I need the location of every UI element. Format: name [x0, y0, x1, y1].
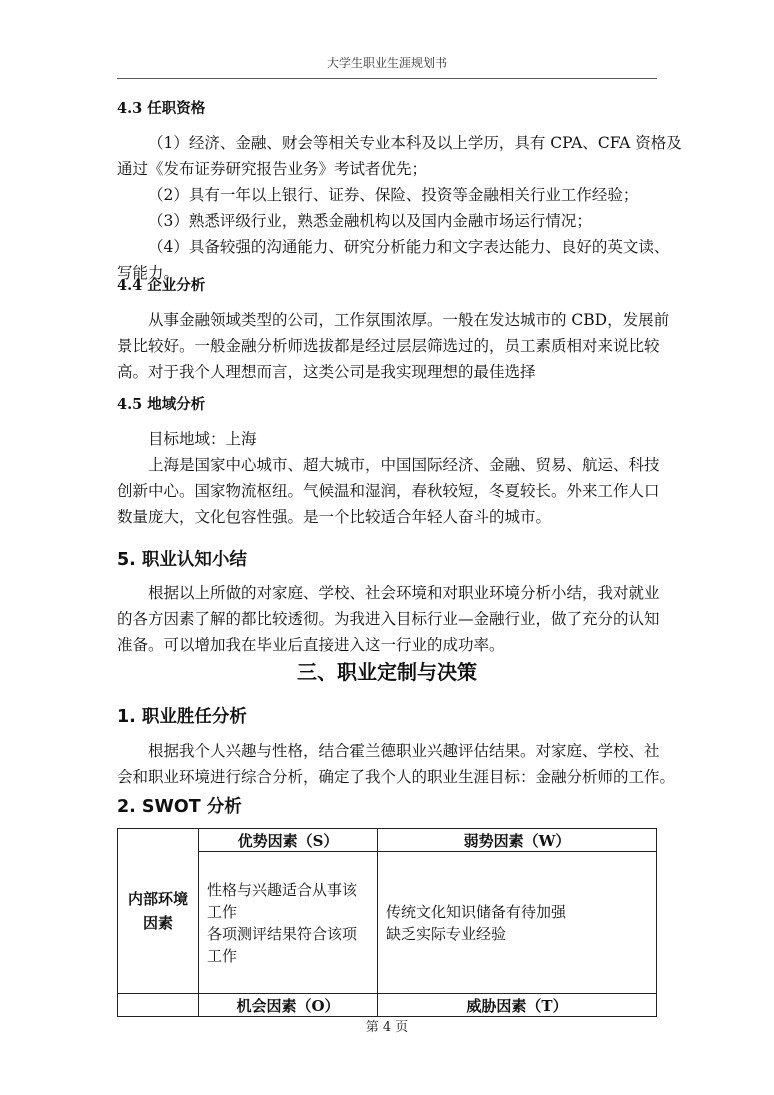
body-line: 创新中心。国家物流枢纽。气候温和湿润，春秋较短，冬夏较长。外来工作人口 — [117, 482, 660, 500]
header-divider — [117, 78, 657, 79]
threat-header: 威胁因素（T） — [378, 994, 657, 1017]
body-line: 目标地域：上海 — [148, 430, 257, 448]
weakness-line: 传统文化知识储备有待加强 — [386, 902, 567, 921]
body-line: 上海是国家中心城市、超大城市，中国国际经济、金融、贸易、航运、科技 — [148, 456, 660, 474]
strengths-cell — [199, 852, 378, 994]
section-heading-4-4: 4.4 企业分析 — [117, 277, 206, 294]
body-line: 会和职业环境进行综合分析，确定了我个人的职业生涯目标：金融分析师的工作。 — [117, 768, 676, 786]
strength-line: 工作 — [207, 902, 238, 921]
body-line: 通过《发布证券研究报告业务》考试者优先； — [117, 160, 428, 178]
chapter-title: 三、职业定制与决策 — [297, 660, 477, 684]
swot-table — [117, 828, 657, 1017]
section-heading-4-5: 4.5 地域分析 — [117, 396, 206, 413]
body-line: （2）具有一年以上银行、证券、保险、投资等金融相关行业工作经验； — [148, 186, 639, 204]
internal-label-line: 内部环境 — [127, 890, 188, 908]
body-line: 从事金融领域类型的公司，工作氛围浓厚。一般在发达城市的 CBD，发展前 — [148, 311, 670, 329]
body-line: 根据我个人兴趣与性格，结合霍兰德职业兴趣评估结果。对家庭、学校、社 — [148, 742, 660, 760]
opportunity-header: 机会因素（O） — [199, 994, 378, 1017]
body-line: 高。对于我个人理想而言，这类公司是我实现理想的最佳选择 — [117, 363, 536, 381]
section-body-4-5 — [117, 426, 660, 530]
body-line: 的各方因素了解的都比较透彻。为我进入目标行业—金融行业，做了充分的认知 — [117, 610, 660, 628]
weaknesses-cell — [378, 852, 657, 994]
body-line: 景比较好。一般金融分析师选拔都是经过层层筛选过的，员工素质相对来说比较 — [117, 337, 660, 355]
section-heading-5: 5. 职业认知小结 — [117, 550, 247, 570]
body-line: （4）具备较强的沟通能力、研究分析能力和文字表达能力、良好的英文读、 — [148, 238, 670, 256]
blank-cell — [118, 994, 199, 1017]
weakness-header: 弱势因素（W） — [378, 829, 657, 852]
page-number: 第 4 页 — [365, 1020, 409, 1035]
internal-label-line: 因素 — [142, 914, 173, 932]
strength-line: 性格与兴趣适合从事该 — [207, 880, 358, 899]
body-line: （3）熟悉评级行业，熟悉金融机构以及国内金融市场运行情况； — [148, 212, 592, 230]
page-header: 大学生职业生涯规划书 — [326, 56, 447, 70]
section-body-5 — [117, 580, 660, 658]
strength-line: 各项测评结果符合该项 — [207, 924, 358, 943]
section-body-c1 — [117, 738, 676, 790]
section-heading-4-3: 4.3 任职资格 — [117, 100, 206, 117]
section-heading-c2: 2. SWOT 分析 — [117, 797, 242, 817]
section-body-4-4 — [117, 307, 670, 385]
body-line: 准备。可以增加我在毕业后直接进入这一行业的成功率。 — [117, 636, 505, 654]
body-line: 写能力。 — [117, 264, 180, 282]
body-line: 根据以上所做的对家庭、学校、社会环境和对职业环境分析小结，我对就业 — [148, 584, 660, 602]
strength-header: 优势因素（S） — [199, 829, 378, 852]
section-heading-c1: 1. 职业胜任分析 — [117, 707, 247, 727]
section-body-4-3 — [117, 130, 682, 286]
body-line: （1）经济、金融、财会等相关专业本科及以上学历，具有 CPA、CFA 资格及 — [148, 134, 682, 152]
weakness-line: 缺乏实际专业经验 — [386, 924, 507, 943]
strength-line: 工作 — [207, 946, 238, 965]
body-line: 数量庞大，文化包容性强。是一个比较适合年轻人奋斗的城市。 — [117, 508, 552, 526]
internal-factors-label — [118, 829, 199, 994]
